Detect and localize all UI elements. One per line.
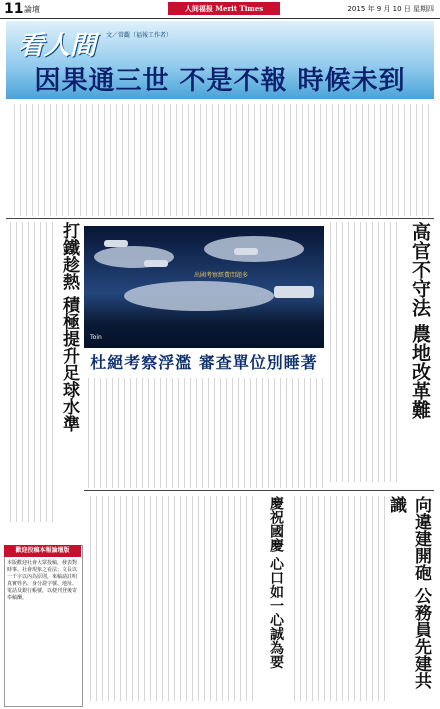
- page-number: 11: [4, 1, 24, 17]
- photo-caption: 杜絕考察浮濫 審查單位別睡著: [90, 353, 318, 372]
- column-logo: 看人間: [18, 31, 97, 61]
- cloud-shape: [124, 281, 274, 311]
- photo-tag: Toin: [90, 334, 102, 341]
- article-title-football: 打鐵趁熱 積極提升足球水準: [59, 222, 79, 432]
- plane-icon: [144, 260, 168, 267]
- football-body: [6, 222, 54, 522]
- main-headline: 因果通三世 不是不報 時候未到: [34, 66, 406, 96]
- plane-icon: [234, 248, 258, 255]
- divider: [84, 490, 434, 491]
- plane-icon: [104, 240, 128, 247]
- article-title-high-officials: 高官不守法 農地改革難: [409, 222, 431, 419]
- top-article-body: [10, 104, 434, 216]
- notice-title: 歡迎投稿本報論壇版: [4, 545, 81, 557]
- photo-article-body: [84, 378, 324, 488]
- author-line: 文／常觀（福報工作者）: [106, 32, 173, 39]
- plane-icon: [274, 286, 314, 298]
- notice-body: 本版歡迎社會大眾投稿，發表對時事、社會現象之看法；文長以一千字以內為原則，來稿請註明真實姓名、身分證字號、地址、電話及銀行帳號，以便刊登後寄奉稿酬。: [7, 560, 78, 601]
- illustration-photo: [84, 226, 324, 348]
- masthead-logo: 人间福报 Merit Times: [168, 2, 280, 15]
- article-title-national-day: 慶祝國慶 心口如一心誠為要: [268, 496, 284, 669]
- photo-overlay-text: 出國考察經費問題多: [194, 272, 249, 279]
- national-day-body: [290, 496, 388, 701]
- section-label: 論壇: [24, 5, 40, 14]
- high-officials-body: [326, 222, 400, 482]
- article-title-civil-servant: 向違建開砲 公務員先建共識: [386, 496, 431, 689]
- national-day-body-left: [86, 496, 258, 701]
- divider: [6, 218, 434, 219]
- issue-date: 2015 年 9 月 10 日 星期四: [347, 5, 434, 13]
